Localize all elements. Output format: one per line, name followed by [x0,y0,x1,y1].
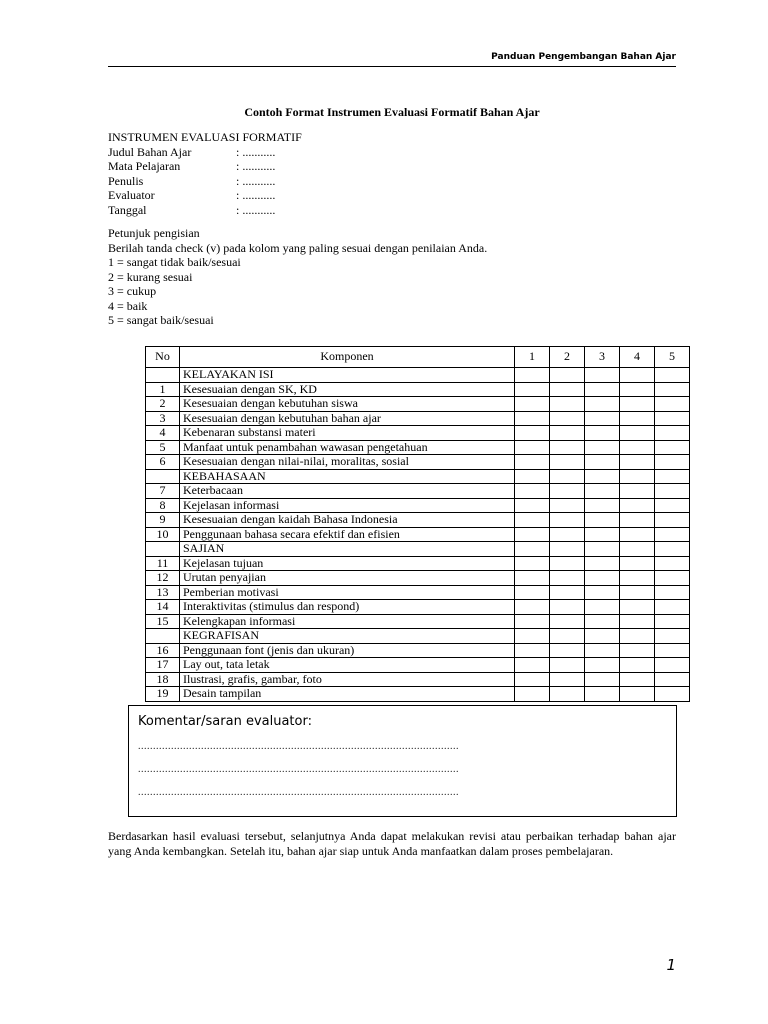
header-score-5: 5 [655,347,690,368]
score-cell-1[interactable] [515,382,550,397]
row-number: 6 [146,455,180,470]
score-cell-2[interactable] [550,426,585,441]
score-cell-1[interactable] [515,455,550,470]
component-label: Pemberian motivasi [180,585,515,600]
form-heading: INSTRUMEN EVALUASI FORMATIF [108,130,302,144]
row-number: 12 [146,571,180,586]
score-cell-3[interactable] [585,600,620,615]
score-cell-2[interactable] [550,455,585,470]
score-cell-2 [550,542,585,557]
score-cell-5[interactable] [655,426,690,441]
header-score-4: 4 [620,347,655,368]
score-cell-3[interactable] [585,440,620,455]
score-cell-1[interactable] [515,643,550,658]
score-cell-5[interactable] [655,672,690,687]
score-cell-1[interactable] [515,498,550,513]
row-number [146,469,180,484]
score-cell-4[interactable] [620,440,655,455]
closing-paragraph: Berdasarkan hasil evaluasi tersebut, selanjutnya Anda dapat melakukan revisi atau perbaikan terhadap bahan ajar yang Anda kembangkan. Setelah itu, bahan ajar siap untuk Anda manfaatkan dalam proses pembelajaran. [108,829,676,858]
component-label: Kejelasan tujuan [180,556,515,571]
score-cell-5 [655,469,690,484]
document-title: Contoh Format Instrumen Evaluasi Formatif Bahan Ajar [244,105,540,119]
score-cell-1[interactable] [515,484,550,499]
form-field-label: Penulis [108,173,144,188]
form-fields [108,145,302,218]
scale-item: 5 = sangat baik/sesuai [108,313,214,327]
row-number: 13 [146,585,180,600]
form-field-row [108,145,302,160]
evaluation-table [145,346,690,702]
score-cell-5[interactable] [655,600,690,615]
score-cell-4[interactable] [620,455,655,470]
score-cell-3[interactable] [585,382,620,397]
form-field-row [108,174,302,189]
score-cell-4[interactable] [620,382,655,397]
score-cell-1[interactable] [515,672,550,687]
score-cell-2[interactable] [550,440,585,455]
row-number: 3 [146,411,180,426]
component-label: Kesesuaian dengan SK, KD [180,382,515,397]
section-label: SAJIAN [180,542,515,557]
score-cell-3[interactable] [585,527,620,542]
instructions [108,226,487,328]
component-label: Kesesuaian dengan kebutuhan siswa [180,397,515,412]
score-cell-3[interactable] [585,571,620,586]
component-label: Kelengkapan informasi [180,614,515,629]
score-cell-2[interactable] [550,484,585,499]
score-cell-2[interactable] [550,513,585,528]
row-number: 15 [146,614,180,629]
form-field-value[interactable]: : ........... [236,202,276,217]
score-cell-4 [620,368,655,383]
page-header-title: Panduan Pengembangan Bahan Ajar [491,52,676,62]
score-cell-4[interactable] [620,600,655,615]
form-field-row [108,188,302,203]
table-row [146,426,690,441]
score-cell-3[interactable] [585,426,620,441]
table-row [146,440,690,455]
score-cell-3[interactable] [585,498,620,513]
score-cell-1[interactable] [515,527,550,542]
row-number: 18 [146,672,180,687]
score-cell-3[interactable] [585,484,620,499]
table-row [146,672,690,687]
score-cell-5[interactable] [655,556,690,571]
table-row [146,556,690,571]
header-score-3: 3 [585,347,620,368]
row-number: 14 [146,600,180,615]
score-cell-3[interactable] [585,643,620,658]
header-component: Komponen [180,347,515,368]
row-number: 4 [146,426,180,441]
score-cell-2[interactable] [550,556,585,571]
score-cell-2[interactable] [550,397,585,412]
component-label: Urutan penyajian [180,571,515,586]
scale-item: 4 = baik [108,298,148,313]
score-cell-4 [620,629,655,644]
score-cell-2 [550,368,585,383]
table-row [146,498,690,513]
header-rule [108,66,676,67]
row-number: 1 [146,382,180,397]
table-row [146,513,690,528]
row-number: 17 [146,658,180,673]
table-row [146,527,690,542]
comment-box[interactable] [128,705,677,817]
score-cell-1[interactable] [515,658,550,673]
row-number [146,629,180,644]
component-label: Interaktivitas (stimulus dan respond) [180,600,515,615]
table-row [146,585,690,600]
score-cell-3[interactable] [585,687,620,702]
score-cell-5 [655,368,690,383]
score-cell-4[interactable] [620,571,655,586]
component-label: Kesesuaian dengan nilai-nilai, moralitas, sosial [180,455,515,470]
comment-label: Komentar/saran evaluator: [138,714,312,729]
row-number: 2 [146,397,180,412]
section-label: KEBAHASAAN [180,469,515,484]
row-number: 5 [146,440,180,455]
score-cell-4[interactable] [620,556,655,571]
scale-item: 2 = kurang sesuai [108,269,193,284]
form-info [108,130,302,217]
row-number: 19 [146,687,180,702]
score-cell-4[interactable] [620,643,655,658]
section-row [146,368,690,383]
table-row [146,614,690,629]
comment-line: ........................................................................................................... [138,741,459,752]
score-cell-5[interactable] [655,455,690,470]
component-label: Keterbacaan [180,484,515,499]
score-cell-5[interactable] [655,571,690,586]
row-number: 8 [146,498,180,513]
score-cell-5[interactable] [655,498,690,513]
score-cell-4 [620,542,655,557]
form-field-value[interactable]: : ........... [236,144,276,159]
table-row [146,571,690,586]
scale-item: 1 = sangat tidak baik/sesuai [108,255,241,269]
score-cell-2[interactable] [550,614,585,629]
table-row [146,455,690,470]
score-cell-1[interactable] [515,614,550,629]
score-cell-1[interactable] [515,411,550,426]
section-row [146,542,690,557]
table-row [146,600,690,615]
component-label: Penggunaan font (jenis dan ukuran) [180,643,515,658]
score-cell-5 [655,629,690,644]
component-label: Desain tampilan [180,687,515,702]
score-cell-3[interactable] [585,513,620,528]
row-number: 16 [146,643,180,658]
component-label: Kebenaran substansi materi [180,426,515,441]
score-cell-3 [585,368,620,383]
section-label: KEGRAFISAN [180,629,515,644]
score-cell-3[interactable] [585,455,620,470]
header-score-2: 2 [550,347,585,368]
row-number: 10 [146,527,180,542]
score-cell-5[interactable] [655,614,690,629]
form-field-value[interactable]: : ........... [236,188,276,202]
score-cell-4[interactable] [620,614,655,629]
score-cell-4[interactable] [620,411,655,426]
component-label: Penggunaan bahasa secara efektif dan efisien [180,527,515,542]
score-cell-5[interactable] [655,658,690,673]
score-cell-3[interactable] [585,672,620,687]
comment-line: ........................................................................................................... [138,787,459,798]
component-label: Kesesuaian dengan kebutuhan bahan ajar [180,411,515,426]
score-cell-5[interactable] [655,585,690,600]
score-cell-1[interactable] [515,556,550,571]
score-cell-2[interactable] [550,585,585,600]
table-row [146,658,690,673]
score-cell-3[interactable] [585,585,620,600]
scale-list [108,255,487,328]
score-cell-3[interactable] [585,658,620,673]
row-number: 7 [146,484,180,499]
form-field-label: Tanggal [108,202,147,217]
table-row [146,397,690,412]
score-cell-1 [515,629,550,644]
score-cell-5[interactable] [655,643,690,658]
score-cell-4[interactable] [620,527,655,542]
row-number: 11 [146,556,180,571]
score-cell-1 [515,469,550,484]
score-cell-1 [515,542,550,557]
form-field-value[interactable]: : ........... [236,173,276,188]
row-number [146,368,180,383]
score-cell-3 [585,629,620,644]
instructions-text: Berilah tanda check (v) pada kolom yang paling sesuai dengan penilaian Anda. [108,240,488,255]
header-no: No [146,347,180,368]
score-cell-1[interactable] [515,687,550,702]
form-field-row [108,159,302,174]
score-cell-2[interactable] [550,687,585,702]
score-cell-2[interactable] [550,527,585,542]
component-label: Manfaat untuk penambahan wawasan pengetahuan [180,440,515,455]
score-cell-1[interactable] [515,600,550,615]
score-cell-5[interactable] [655,411,690,426]
score-cell-5[interactable] [655,513,690,528]
score-cell-4 [620,469,655,484]
score-cell-4[interactable] [620,498,655,513]
score-cell-4[interactable] [620,658,655,673]
score-cell-2[interactable] [550,672,585,687]
section-row [146,629,690,644]
score-cell-5 [655,542,690,557]
score-cell-5[interactable] [655,527,690,542]
score-cell-4[interactable] [620,687,655,702]
score-cell-4[interactable] [620,513,655,528]
score-cell-1[interactable] [515,513,550,528]
score-cell-2 [550,469,585,484]
page-number: 1 [666,956,676,974]
score-cell-3[interactable] [585,556,620,571]
score-cell-2[interactable] [550,600,585,615]
row-number [146,542,180,557]
instructions-heading: Petunjuk pengisian [108,226,200,240]
score-cell-4[interactable] [620,672,655,687]
table-row [146,382,690,397]
component-label: Kesesuaian dengan kaidah Bahasa Indonesia [180,513,515,528]
table-row [146,484,690,499]
comment-line: ........................................................................................................... [138,764,459,775]
score-cell-1[interactable] [515,440,550,455]
score-cell-3 [585,469,620,484]
table-row [146,411,690,426]
scale-item: 3 = cukup [108,284,157,298]
component-label: Kejelasan informasi [180,498,515,513]
score-cell-1[interactable] [515,426,550,441]
score-cell-2[interactable] [550,658,585,673]
score-cell-5[interactable] [655,397,690,412]
score-cell-3[interactable] [585,614,620,629]
score-cell-1[interactable] [515,585,550,600]
form-field-label: Mata Pelajaran [108,159,181,173]
section-row [146,469,690,484]
table-header-row [146,347,690,368]
form-field-label: Judul Bahan Ajar [108,144,192,159]
form-field-label: Evaluator [108,188,155,202]
table-row [146,687,690,702]
component-label: Lay out, tata letak [180,658,515,673]
score-cell-5[interactable] [655,382,690,397]
score-cell-5[interactable] [655,687,690,702]
section-label: KELAYAKAN ISI [180,368,515,383]
score-cell-2[interactable] [550,643,585,658]
score-cell-3[interactable] [585,397,620,412]
score-cell-3 [585,542,620,557]
score-cell-4[interactable] [620,585,655,600]
form-field-value[interactable]: : ........... [236,159,276,173]
score-cell-2[interactable] [550,498,585,513]
score-cell-5[interactable] [655,484,690,499]
score-cell-4[interactable] [620,426,655,441]
score-cell-2 [550,629,585,644]
score-cell-5[interactable] [655,440,690,455]
header-score-1: 1 [515,347,550,368]
table-body [146,368,690,702]
score-cell-2[interactable] [550,382,585,397]
score-cell-3[interactable] [585,411,620,426]
score-cell-1[interactable] [515,397,550,412]
score-cell-2[interactable] [550,571,585,586]
table-row [146,643,690,658]
score-cell-1[interactable] [515,571,550,586]
form-field-row [108,203,302,218]
score-cell-4[interactable] [620,484,655,499]
component-label: Ilustrasi, grafis, gambar, foto [180,672,515,687]
score-cell-4[interactable] [620,397,655,412]
score-cell-1 [515,368,550,383]
row-number: 9 [146,513,180,528]
score-cell-2[interactable] [550,411,585,426]
